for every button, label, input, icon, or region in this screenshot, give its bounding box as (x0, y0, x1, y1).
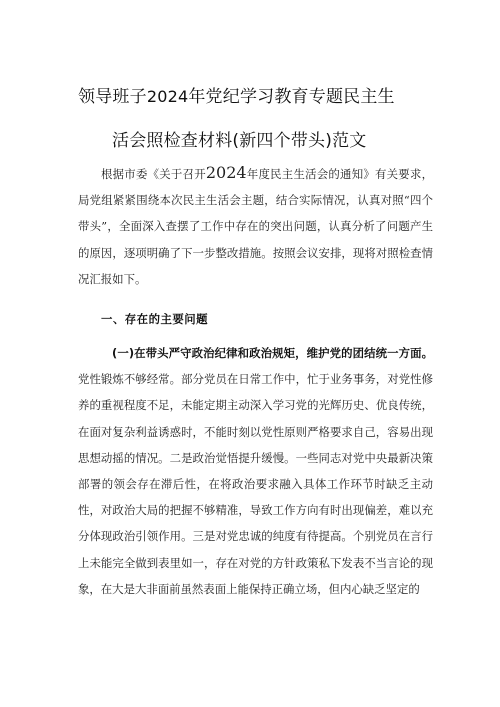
intro-text-b: 年度民主生活会的通知》有关要求，局党组紧紧围绕本次民主生活会主题，结合实际情况，认真对照“四个带头”，全面深入查摆了工作中存在的突出问题，认真分析了问题产生的原因，逐项明确了下一步整改措施。按照会议安排，现将对照检查情况汇报如下。 (78, 167, 433, 286)
subsection-heading: (一)在带头严守政治纪律和政治规矩，维护党的团结统一方面。 (112, 346, 433, 360)
intro-text-a: 根据市委《关于召开 (101, 167, 206, 181)
section-heading: 一、存在的主要问题 (101, 312, 209, 326)
title-prefix: 领导班子 (78, 87, 147, 107)
title-year: 2024 (146, 87, 189, 106)
document-title-line1 (78, 82, 458, 107)
subsection-body: 党性锻炼不够经常。部分党员在日常工作中，忙于业务事务，对党性修养的重视程度不足，未能定期主动深入学习党的光辉历史、优良传统，在面对复杂利益诱惑时，不能时刻以党性原则严格要求自己，容易出现思想动摇的情况。二是政治觉悟提升缓慢。一些同志对党中央最新决策部署的领会存在滞后性，在将政治要求融入具体工作环节时缺乏主动性，对政治大局的把握不够精准，导致工作方向有时出现偏差，难以充分体现政治引领作用。三是对党忠诚的纯度有待提高。个别党员在言行上未能完全做到表里如一，存在对党的方针政策私下发表不当言论的现象，在大是大非面前虽然表面上能保持正确立场，但内心缺乏坚定的 (78, 372, 433, 596)
intro-paragraph (78, 160, 433, 292)
intro-year: 2024 (205, 163, 247, 182)
subsection-paragraph (78, 340, 433, 602)
document-title-line2: 活会照检查材料(新四个带头)范文 (112, 131, 367, 151)
title-suffix: 年党纪学习教育专题民主生 (188, 87, 395, 107)
